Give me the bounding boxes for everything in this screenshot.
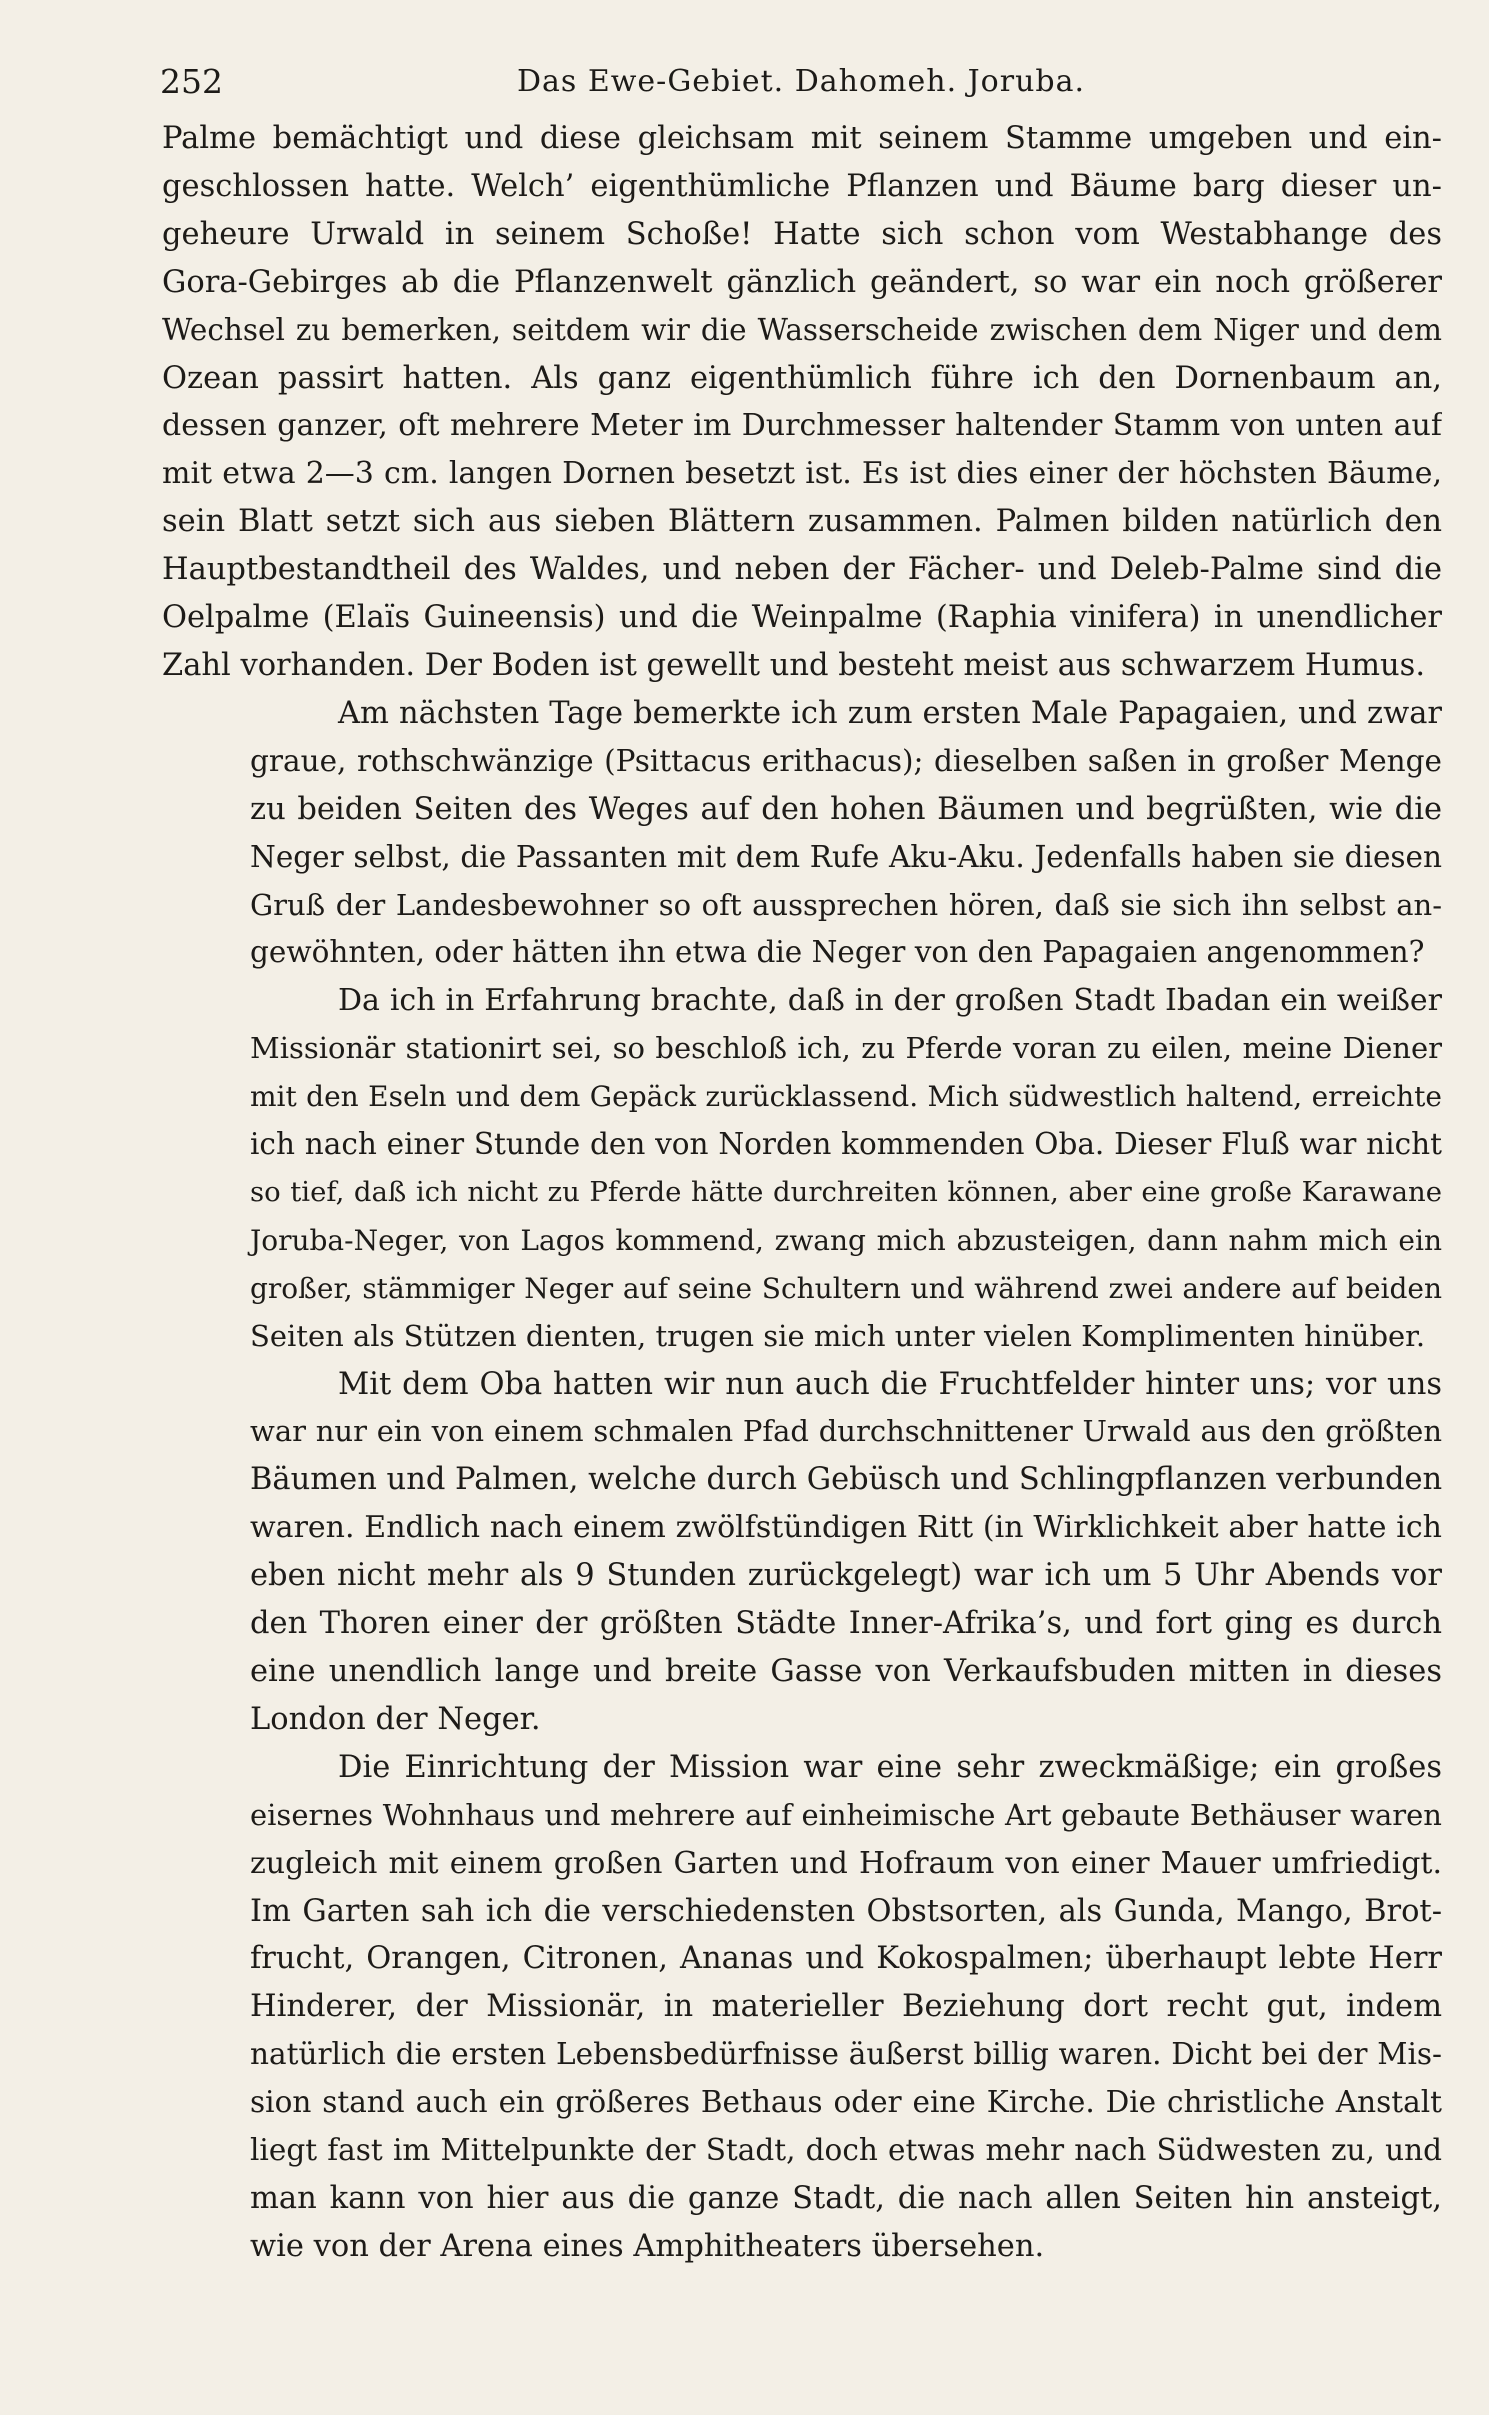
text-line: zu beiden Seiten des Weges auf den hohen Bäumen und begrüßten, wie die — [250, 791, 1442, 827]
paragraph — [162, 690, 1442, 977]
text-line: Gruß der Landesbewohner so oft aussprechen hören, daß sie sich ihn selbst an- — [250, 887, 1442, 922]
text-line: natürlich die ersten Lebensbedürfnisse äußerst billig waren. Dicht bei der Mis- — [250, 2037, 1442, 2072]
text-line: wie von der Arena eines Amphitheaters übersehen. — [250, 2228, 1045, 2264]
text-line: Bäumen und Palmen, welche durch Gebüsch und Schlingpflanzen verbunden — [250, 1462, 1442, 1498]
text-line: sein Blatt setzt sich aus sieben Blättern zusammen. Palmen bilden natürlich den — [162, 504, 1442, 540]
text-line: Palme bemächtigt und diese gleichsam mit seinem Stamme umgeben und ein- — [162, 121, 1442, 156]
text-line: Zahl vorhanden. Der Boden ist gewellt und besteht meist aus schwarzem Humus. — [162, 647, 1426, 683]
text-line: Die Einrichtung der Mission war eine sehr zweckmäßige; ein großes — [338, 1749, 1442, 1785]
text-line: mit den Eseln und dem Gepäck zurücklassend. Mich südwestlich haltend, erreichte — [250, 1080, 1442, 1114]
text-line: Im Garten sah ich die verschiedensten Obstsorten, als Gunda, Mango, Brot- — [250, 1893, 1442, 1929]
text-line: den Thoren einer der größten Städte Inner-Afrika’s, und fort ging es durch — [250, 1606, 1442, 1642]
text-line: geheure Urwald in seinem Schoße! Hatte sich schon vom Westabhange des — [162, 216, 1442, 252]
running-title: Das Ewe-Gebiet. Dahomeh. Joruba. — [516, 64, 1086, 99]
text-line: Hinderer, der Missionär, in materieller Beziehung dort recht gut, indem — [250, 1989, 1442, 2025]
text-line: gewöhnten, oder hätten ihn etwa die Neger von den Papagaien angenommen? — [250, 935, 1425, 970]
text-line: man kann von hier aus die ganze Stadt, die nach allen Seiten hin ansteigt, — [250, 2180, 1442, 2216]
text-line: London der Neger. — [250, 1701, 541, 1737]
text-line: Oelpalme (Elaïs Guineensis) und die Weinpalme (Raphia vinifera) in unendlicher — [162, 600, 1442, 636]
text-line: liegt fast im Mittelpunkte der Stadt, doch etwas mehr nach Südwesten zu, und — [250, 2133, 1442, 2168]
paragraph — [162, 1744, 1442, 2271]
text-line: eisernes Wohnhaus und mehrere auf einheimische Art gebaute Bethäuser waren — [250, 1797, 1442, 1832]
text-line: frucht, Orangen, Citronen, Ananas und Kokospalmen; überhaupt lebte Herr — [250, 1941, 1442, 1977]
text-line: Da ich in Erfahrung brachte, daß in der großen Stadt Ibadan ein weißer — [338, 983, 1442, 1019]
paragraph — [162, 115, 1442, 690]
text-line: so tief, daß ich nicht zu Pferde hätte durchreiten können, aber eine große Karawane — [250, 1175, 1442, 1208]
text-line: Seiten als Stützen dienten, trugen sie mich unter vielen Komplimenten hinüber. — [250, 1318, 1426, 1353]
text-line: war nur ein von einem schmalen Pfad durchschnittener Urwald aus den größten — [250, 1414, 1442, 1449]
text-line: eben nicht mehr als 9 Stunden zurückgelegt) war ich um 5 Uhr Abends vor — [250, 1558, 1442, 1594]
text-line: ich nach einer Stunde den von Norden kommenden Oba. Dieser Fluß war nicht — [250, 1127, 1442, 1162]
text-line: Ozean passirt hatten. Als ganz eigenthümlich führe ich den Dornenbaum an, — [162, 360, 1442, 396]
text-line: Am nächsten Tage bemerkte ich zum ersten Male Papagaien, und zwar — [338, 695, 1442, 731]
text-line: geschlossen hatte. Welch’ eigenthümliche Pflanzen und Bäume barg dieser un- — [162, 168, 1442, 204]
text-line: waren. Endlich nach einem zwölfstündigen Ritt (in Wirklichkeit aber hatte ich — [250, 1510, 1442, 1546]
text-line: Gora-Gebirges ab die Pflanzenwelt gänzlich geändert, so war ein noch größerer — [162, 264, 1442, 300]
page-header — [160, 58, 1442, 106]
text-line: Hauptbestandtheil des Waldes, und neben der Fächer- und Deleb-Palme sind die — [162, 552, 1442, 588]
text-line: Mit dem Oba hatten wir nun auch die Fruchtfelder hinter uns; vor uns — [338, 1366, 1442, 1402]
text-line: Wechsel zu bemerken, seitdem wir die Wasserscheide zwischen dem Niger und dem — [162, 312, 1442, 347]
text-line: graue, rothschwänzige (Psittacus erithacus); dieselben saßen in großer Menge — [250, 743, 1442, 778]
paragraph — [162, 977, 1442, 1360]
page-number: 252 — [160, 62, 223, 101]
text-line: Missionär stationirt sei, so beschloß ich, zu Pferde voran zu eilen, meine Diener — [250, 1031, 1442, 1066]
text-line: großer, stämmiger Neger auf seine Schultern und während zwei andere auf beiden — [250, 1271, 1442, 1305]
body-text — [162, 115, 1442, 2271]
text-line: zugleich mit einem großen Garten und Hofraum von einer Mauer umfriedigt. — [250, 1845, 1442, 1881]
text-line: sion stand auch ein größeres Bethaus oder eine Kirche. Die christliche Anstalt — [250, 2085, 1442, 2120]
text-line: dessen ganzer, oft mehrere Meter im Durchmesser haltender Stamm von unten auf — [162, 408, 1442, 444]
text-line: eine unendlich lange und breite Gasse von Verkaufsbuden mitten in dieses — [250, 1654, 1442, 1689]
text-line: Neger selbst, die Passanten mit dem Rufe Aku-Aku. Jedenfalls haben sie diesen — [250, 839, 1442, 874]
paragraph — [162, 1361, 1442, 1744]
text-line: Joruba-Neger, von Lagos kommend, zwang mich abzusteigen, dann nahm mich ein — [250, 1223, 1442, 1257]
text-line: mit etwa 2—3 cm. langen Dornen besetzt ist. Es ist dies einer der höchsten Bäume, — [162, 456, 1442, 492]
